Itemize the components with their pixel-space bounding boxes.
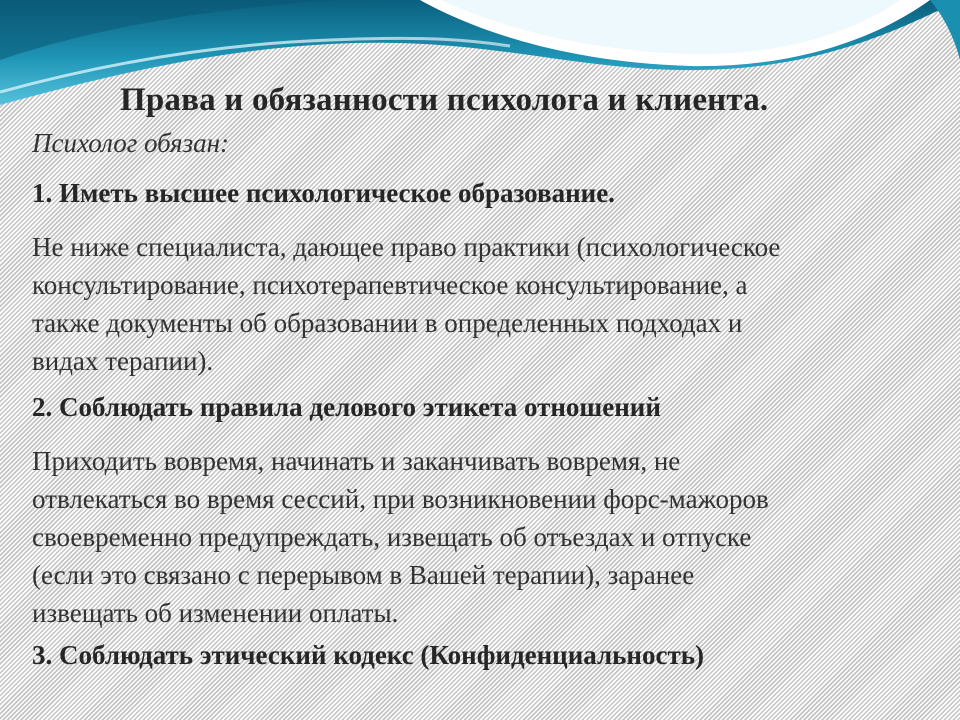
- item-1-heading: 1. Иметь высшее психологическое образование.: [32, 178, 615, 208]
- item-2-heading: 2. Соблюдать правила делового этикета отношений: [32, 392, 661, 422]
- item-2-line: извещать об изменении оплаты.: [32, 598, 399, 628]
- item-2-line: своевременно предупреждать, извещать об отъездах и отпуске: [32, 522, 752, 552]
- item-1-body: [32, 228, 932, 392]
- item-3-heading: 3. Соблюдать этический кодекс (Конфиденциальность): [32, 640, 704, 670]
- item-1-line: видах терапии).: [32, 346, 214, 376]
- item-2-line: (если это связано с перерывом в Вашей терапии), заранее: [32, 560, 695, 590]
- item-2-line: отвлекаться во время сессий, при возникновении форс-мажоров: [32, 484, 769, 514]
- item-1-line: Не ниже специалиста, дающее право практики (психологическое: [32, 232, 781, 262]
- item-2-body: [32, 442, 932, 634]
- item-1-line: консультирование, психотерапевтическое консультирование, а: [32, 270, 748, 300]
- item-2-line: Приходить вовремя, начинать и заканчивать вовремя, не: [32, 446, 681, 476]
- slide-content: [32, 82, 932, 671]
- subtitle: Психолог обязан:: [32, 128, 230, 158]
- item-1-line: также документы об образовании в определенных подходах и: [32, 308, 743, 338]
- slide-title: Права и обязанности психолога и клиента.: [120, 82, 769, 118]
